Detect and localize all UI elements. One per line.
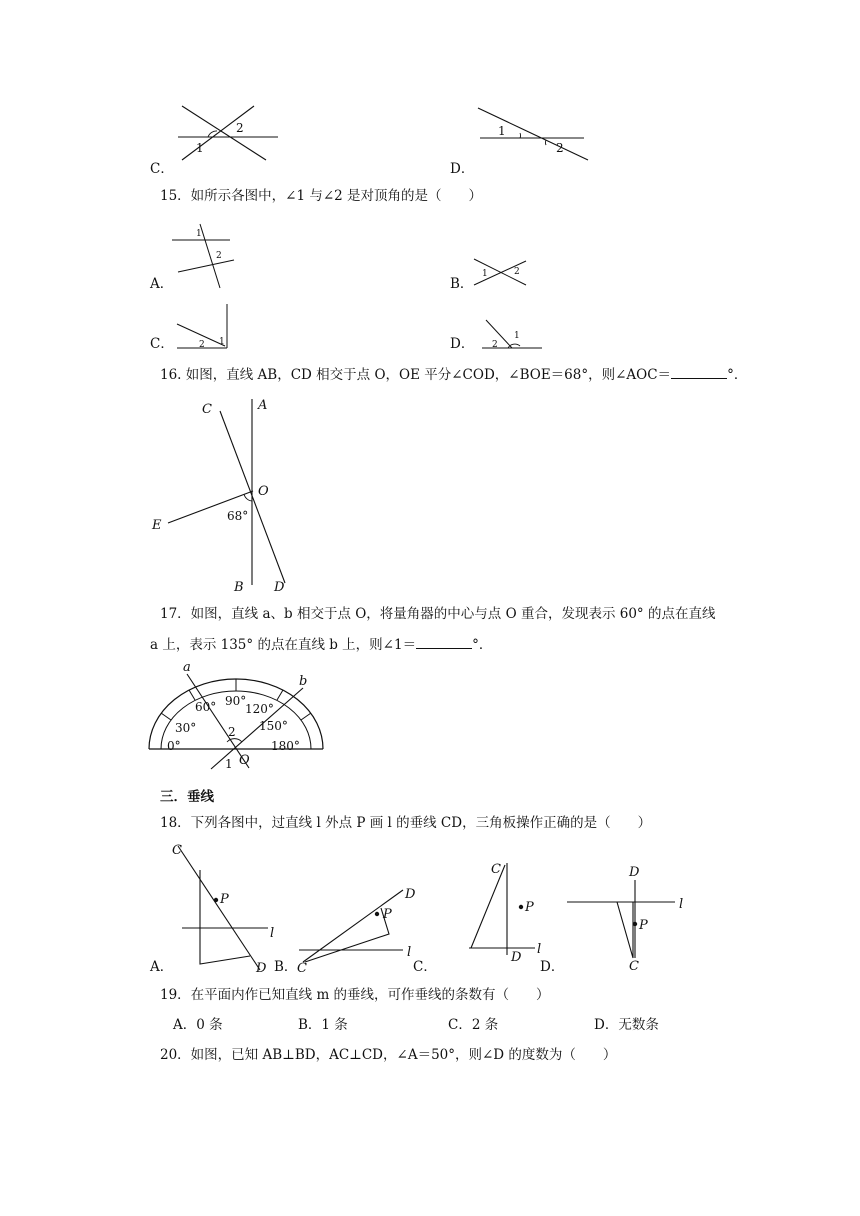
- slant-line: [478, 108, 588, 160]
- label-p: P: [525, 900, 534, 915]
- line-b-label: b: [299, 674, 308, 689]
- label-c: C: [297, 961, 307, 976]
- q15-stem: 15．如所示各图中，∠1 与∠2 是对顶角的是（ ）: [160, 188, 483, 204]
- q18-option-a[interactable]: A．: [150, 959, 174, 975]
- angle-arc: [520, 133, 521, 138]
- q19-stem: 19．在平面内作已知直线 m 的垂线，可作垂线的条数有（ ）: [160, 987, 550, 1003]
- q17-protractor-figure: [145, 658, 335, 773]
- q19-option-d[interactable]: D．无数条: [594, 1017, 659, 1033]
- q14-figure-c: [170, 100, 290, 160]
- angle-label-2: 2: [556, 141, 564, 155]
- angle-arc: [244, 494, 252, 501]
- q17-stem-line1: 17．如图，直线 a、b 相交于点 O，将量角器的中心与点 O 重合，发现表示 60° 的点在直线: [160, 606, 716, 622]
- angle-arc: [208, 131, 217, 137]
- q15-figure-a: [170, 218, 240, 290]
- point-b: B: [234, 580, 244, 595]
- angle-label-2: 2: [236, 121, 244, 135]
- q15-option-b[interactable]: B．: [450, 276, 474, 292]
- angle-label-2: 2: [216, 251, 222, 261]
- label-c: C: [491, 862, 501, 877]
- center-o: O: [239, 753, 250, 768]
- label-p: P: [383, 907, 392, 922]
- q18-option-c[interactable]: C．: [413, 959, 437, 975]
- label-l: l: [407, 945, 412, 960]
- label-d: D: [511, 950, 522, 965]
- angle-label-1: 1: [482, 269, 488, 279]
- degree-120: 120°: [245, 702, 274, 716]
- degree-150: 150°: [259, 719, 288, 733]
- q19-option-a[interactable]: A．0 条: [173, 1017, 223, 1033]
- label-p: P: [220, 892, 229, 907]
- angle-label-2: 2: [492, 340, 498, 350]
- point-a: A: [258, 398, 268, 413]
- angle-label-1: 1: [196, 141, 204, 155]
- angle-arc: [545, 140, 546, 145]
- label-c: C: [172, 843, 182, 858]
- angle-label-2: 2: [199, 340, 205, 350]
- answer-blank[interactable]: [671, 366, 727, 379]
- q17-stem-line2: [150, 636, 492, 654]
- degree-0: 0°: [167, 739, 181, 753]
- label-l: l: [270, 926, 275, 941]
- angle-label-2: 2: [514, 267, 520, 277]
- angle-2-arc: [227, 739, 242, 742]
- q15-option-a[interactable]: A．: [150, 276, 174, 292]
- degree-30: 30°: [175, 721, 197, 735]
- q14-figure-d: [470, 100, 600, 160]
- point-o: O: [258, 484, 269, 499]
- label-l: l: [537, 942, 542, 957]
- q20-stem: 20．如图，已知 AB⊥BD，AC⊥CD，∠A＝50°，则∠D 的度数为（ ）: [160, 1047, 617, 1063]
- q18-figure-a: [170, 840, 280, 975]
- slant-line-1: [182, 106, 266, 160]
- q14-option-c[interactable]: C．: [150, 161, 174, 177]
- q15-option-d[interactable]: D．: [450, 336, 475, 352]
- point-d: D: [274, 580, 285, 595]
- q19-option-b[interactable]: B．1 条: [298, 1017, 348, 1033]
- degree-180: 180°: [271, 739, 300, 753]
- q16-stem: [160, 366, 747, 384]
- angle-label: 68°: [227, 509, 249, 523]
- q15-option-c[interactable]: C．: [150, 336, 174, 352]
- q18-figure-b: [295, 880, 420, 975]
- q14-option-d[interactable]: D．: [450, 161, 475, 177]
- angle-label-1: 1: [219, 337, 225, 347]
- q15-figure-b: [470, 255, 530, 295]
- q16-stem-end: °．: [727, 367, 748, 383]
- angle-label-2: 2: [228, 725, 236, 739]
- q18-stem: 18．下列各图中，过直线 l 外点 P 画 l 的垂线 CD，三角板操作正确的是（ ）: [160, 815, 652, 831]
- degree-90: 90°: [225, 694, 247, 708]
- label-d: D: [256, 961, 267, 976]
- label-l: l: [679, 897, 684, 912]
- angle-label-1: 1: [225, 757, 233, 771]
- label-d: D: [629, 865, 640, 880]
- q16-stem-text: 16. 如图，直线 AB，CD 相交于点 O，OE 平分∠COD，∠BOE＝68°，则∠AOC＝: [160, 367, 672, 383]
- label-d: D: [405, 887, 416, 902]
- degree-60: 60°: [195, 700, 217, 714]
- point-e: E: [152, 518, 162, 533]
- label-p: P: [639, 918, 648, 933]
- q18-figure-c: [465, 855, 550, 965]
- q17-stem-text: a 上，表示 135° 的点在直线 b 上，则∠1＝: [150, 637, 417, 653]
- q16-figure: [150, 395, 300, 595]
- label-c: C: [629, 959, 639, 974]
- q15-figure-c: [175, 300, 235, 350]
- angle-label-1: 1: [196, 229, 202, 239]
- q17-stem-end: °．: [472, 637, 493, 653]
- q15-figure-d: [480, 316, 546, 352]
- angle-label-1: 1: [498, 124, 506, 138]
- angle-label-1: 1: [514, 331, 520, 341]
- line-a-label: a: [183, 660, 191, 675]
- q18-figure-d: [565, 858, 690, 973]
- q19-option-c[interactable]: C．2 条: [448, 1017, 499, 1033]
- q18-option-d[interactable]: D．: [540, 959, 565, 975]
- section-title: 三．垂线: [160, 789, 214, 805]
- q18-option-b[interactable]: B．: [274, 959, 298, 975]
- answer-blank[interactable]: [416, 636, 472, 649]
- point-c: C: [202, 402, 212, 417]
